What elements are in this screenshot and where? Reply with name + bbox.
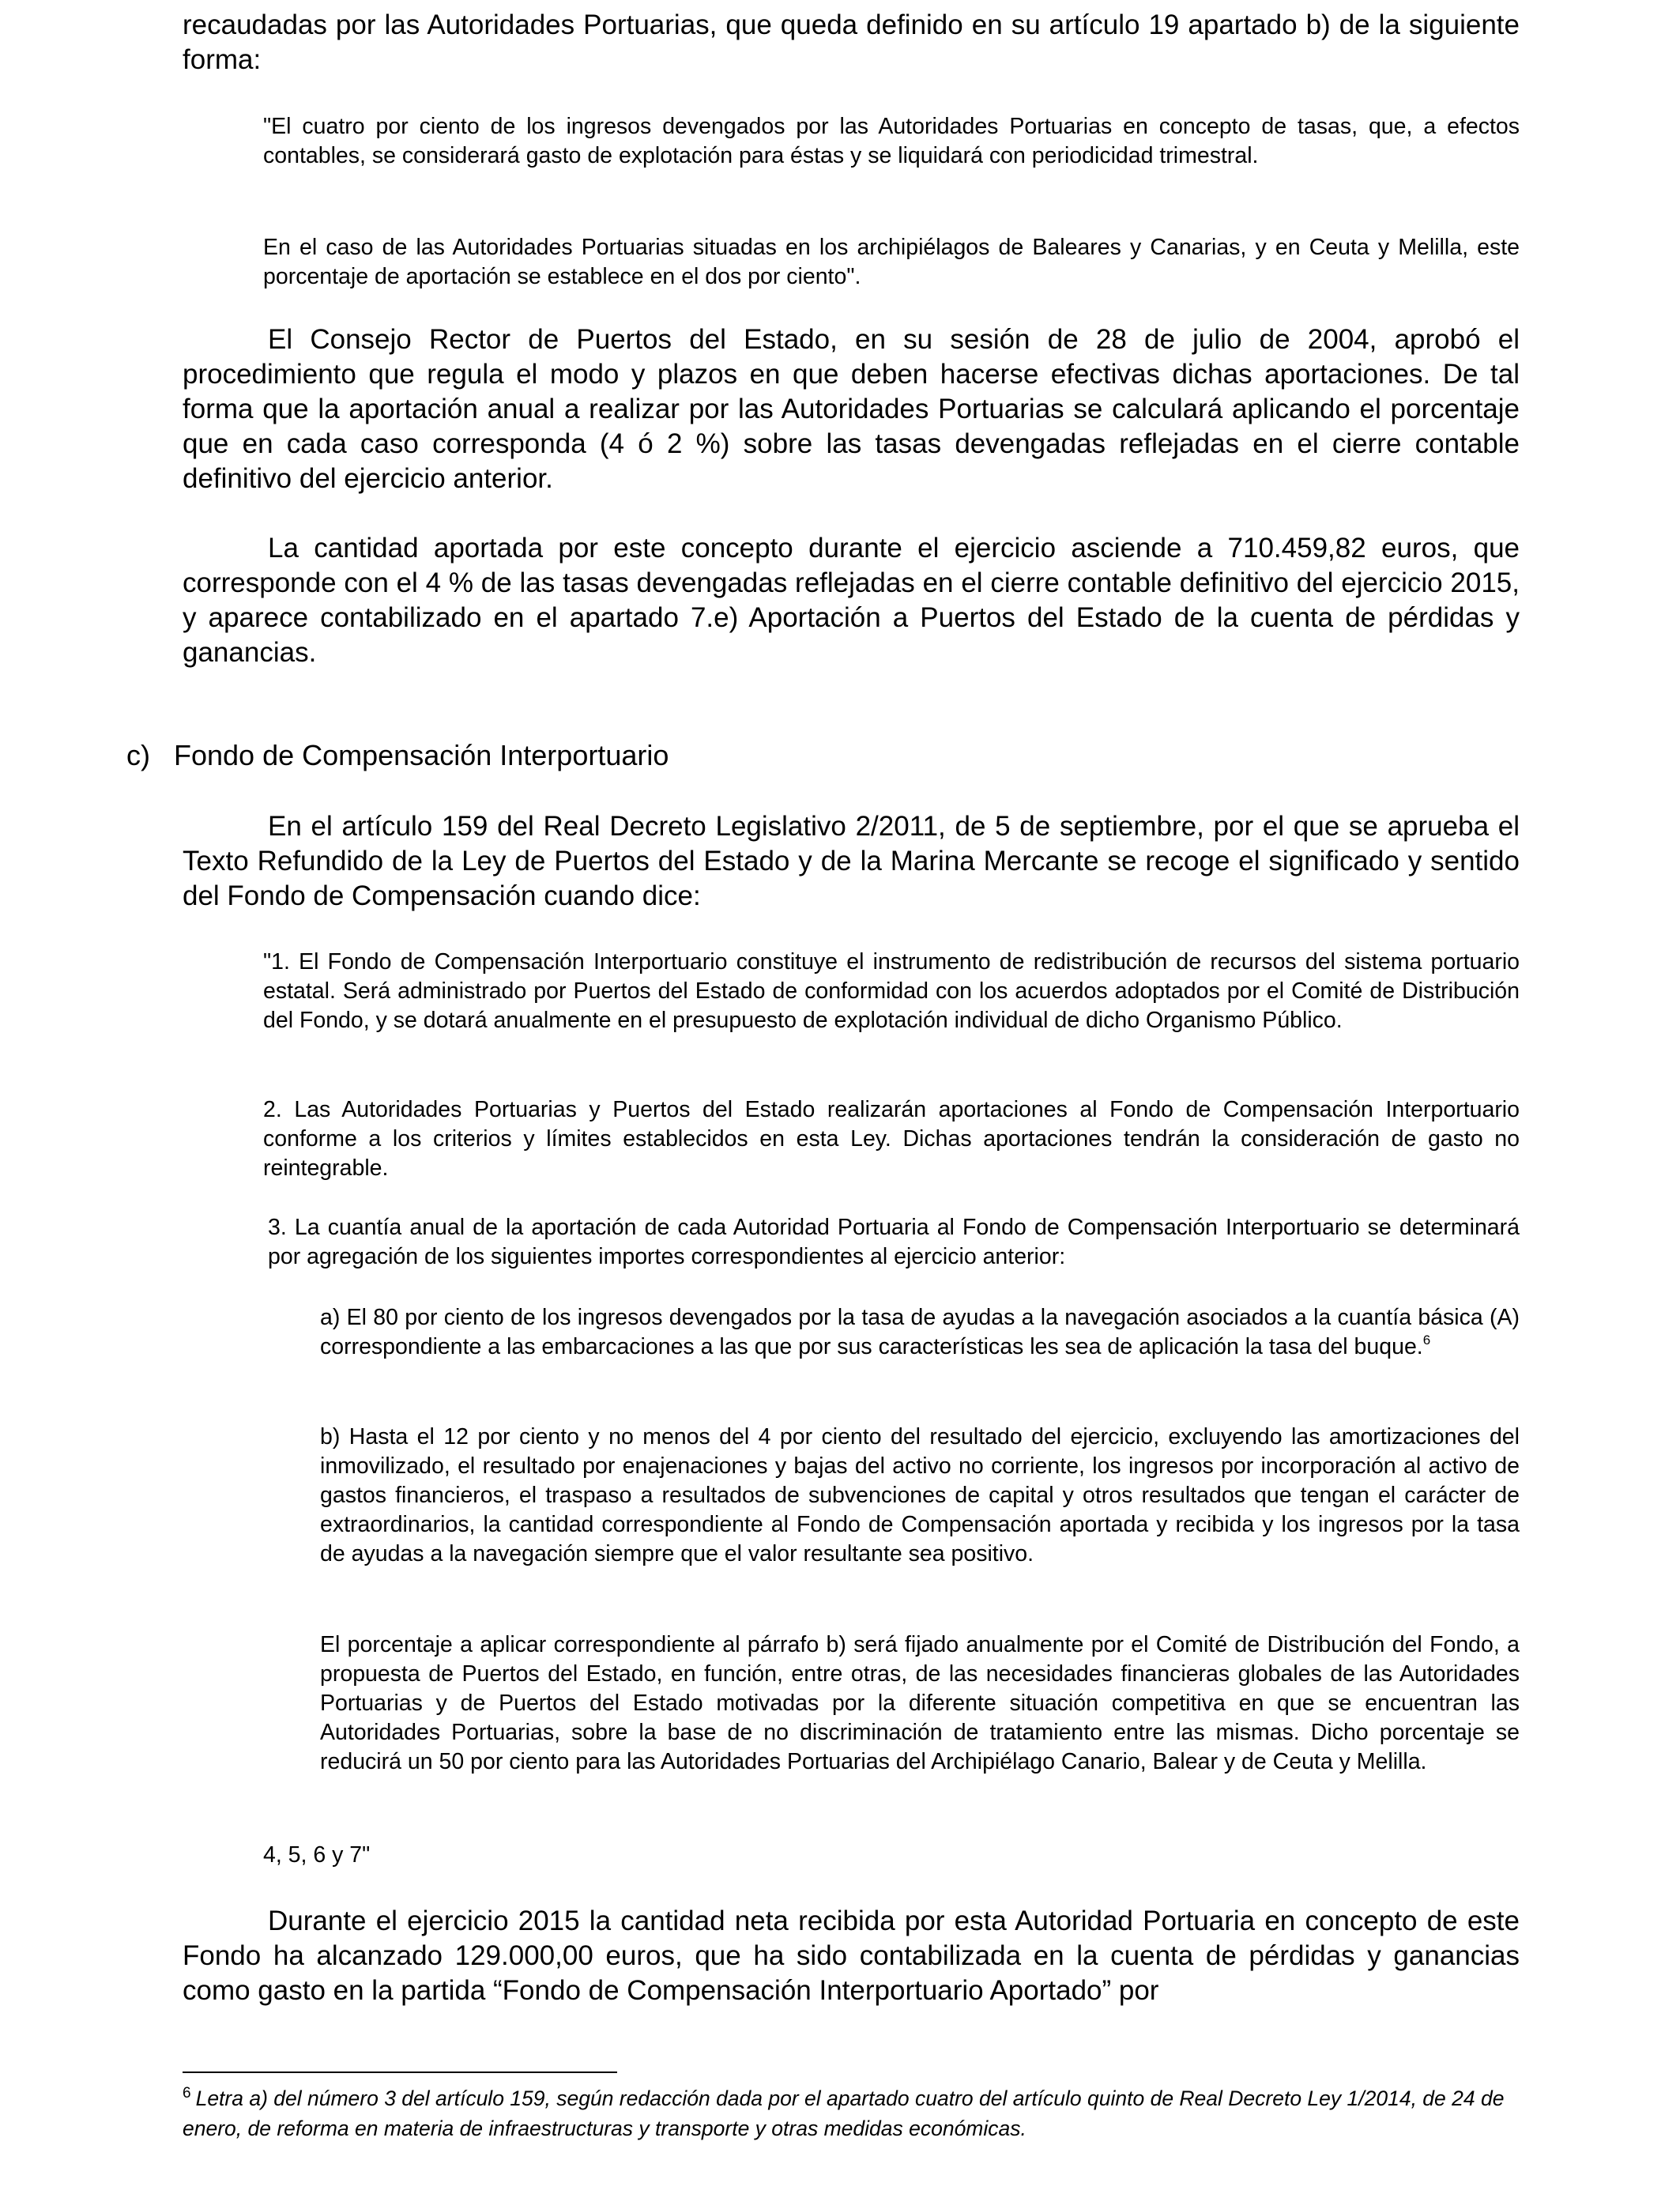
quote-item-3a <box>320 1303 1520 1362</box>
quote-item-3b: b) Hasta el 12 por ciento y no menos del 4 por ciento del resultado del ejercicio, excluyendo las amortizaciones del inmovilizado, el resultado por enajenaciones y bajas del activo no corriente, los ingresos por incorporación al activo de gastos financieros, el traspaso a resultados de subvenciones de capital y otros resultados que tengan el carácter de extraordinarios, la cantidad correspondiente al Fondo de Compensación aportada y recibida y los ingresos por la tasa de ayudas a la navegación siempre que el valor resultante sea positivo. <box>320 1424 1520 1566</box>
footnote-mark: 6 <box>183 2085 191 2102</box>
footnote-reference[interactable]: 6 <box>1422 1333 1431 1348</box>
footnote-separator <box>183 2071 617 2073</box>
consejo-rector-paragraph: El Consejo Rector de Puertos del Estado, en su sesión de 28 de julio de 2004, aprobó el procedimiento que regula el modo y plazos en que deben hacerse efectivas dichas aportaciones. De tal forma que la aportación anual a realizar por las Autoridades Portuarias se calculará aplicando el porcentaje que en cada caso corresponda (4 ó 2 %) sobre las tasas devengadas reflejadas en el cierre contable definitivo del ejercicio anterior. <box>183 324 1520 494</box>
quote-item-3a-text: a) El 80 por ciento de los ingresos devengados por la tasa de ayudas a la navegación asociados a la cuantía básica (A) correspondiente a las embarcaciones a las que por sus características les sea de aplicación la tasa del buque. <box>320 1305 1520 1359</box>
footnote-text: Letra a) del número 3 del artículo 159, según redacción dada por el apartado cuatro del artículo quinto de Real Decreto Ley 1/2014, de 24 de enero, de reforma en materia de infraestructuras y transporte y otras medidas económicas. <box>183 2087 1505 2140</box>
ejercicio-2015-paragraph: Durante el ejercicio 2015 la cantidad neta recibida por esta Autoridad Portuaria en concepto de este Fondo ha alcanzado 129.000,00 euros, que ha sido contabilizada en la cuenta de pérdidas y ganancias como gasto en la partida “Fondo de Compensación Interportuario Aportado” por <box>183 1906 1520 2006</box>
quote-item-4-7: 4, 5, 6 y 7" <box>263 1842 371 1868</box>
section-title: Fondo de Compensación Interportuario <box>174 739 669 771</box>
quote-item-2: 2. Las Autoridades Portuarias y Puertos del Estado realizarán aportaciones al Fondo de Compensación Interportuario conforme a los criterios y límites establecidos en esta Ley. Dichas aportaciones tendrán la consideración de gasto no reintegrable. <box>263 1097 1520 1181</box>
quote-paragraph-1: "El cuatro por ciento de los ingresos devengados por las Autoridades Portuarias en concepto de tasas, que, a efectos contables, se considerará gasto de explotación para éstas y se liquidará con periodicidad trimestral. <box>263 114 1520 168</box>
cantidad-aportada-paragraph: La cantidad aportada por este concepto durante el ejercicio asciende a 710.459,82 euros, que corresponde con el 4 % de las tasas devengadas reflejadas en el cierre contable definitivo del ejercicio 2015, y aparece contabilizado en el apartado 7.e) Aportación a Puertos del Estado de la cuenta de pérdidas y ganancias. <box>183 533 1520 668</box>
intro-paragraph-1: recaudadas por las Autoridades Portuarias, que queda definido en su artículo 19 apartado b) de la siguiente forma: <box>183 9 1520 75</box>
articulo-159-paragraph: En el artículo 159 del Real Decreto Legislativo 2/2011, de 5 de septiembre, por el que se aprueba el Texto Refundido de la Ley de Puertos del Estado y de la Marina Mercante se recoge el significado y sentido del Fondo de Compensación cuando dice: <box>183 811 1520 911</box>
section-heading <box>126 738 669 773</box>
quote-item-1: "1. El Fondo de Compensación Interportuario constituye el instrumento de redistribución de recursos del sistema portuario estatal. Será administrado por Puertos del Estado de conformidad con los acuerdos adoptados por el Comité de Distribución del Fondo, y se dotará anualmente en el presupuesto de explotación individual de dicho Organismo Público. <box>263 949 1520 1033</box>
quote-item-3: 3. La cuantía anual de la aportación de cada Autoridad Portuaria al Fondo de Compensación Interportuario se determinará por agregación de los siguientes importes correspondientes al ejercicio anterior: <box>268 1215 1520 1269</box>
quote-paragraph-2: En el caso de las Autoridades Portuarias situadas en los archipiélagos de Baleares y Canarias, y en Ceuta y Melilla, este porcentaje de aportación se establece en el dos por ciento". <box>263 235 1520 289</box>
footnote <box>183 2083 1520 2143</box>
quote-item-3c: El porcentaje a aplicar correspondiente al párrafo b) será fijado anualmente por el Comité de Distribución del Fondo, a propuesta de Puertos del Estado, en función, entre otras, de las necesidades financieras globales de las Autoridades Portuarias y de Puertos del Estado motivadas por la diferente situación competitiva en que se encuentran las Autoridades Portuarias, sobre la base de no discriminación de tratamiento entre las mismas. Dicho porcentaje se reducirá un 50 por ciento para las Autoridades Portuarias del Archipiélago Canario, Balear y de Ceuta y Melilla. <box>320 1632 1520 1774</box>
section-letter: c) <box>126 739 150 771</box>
